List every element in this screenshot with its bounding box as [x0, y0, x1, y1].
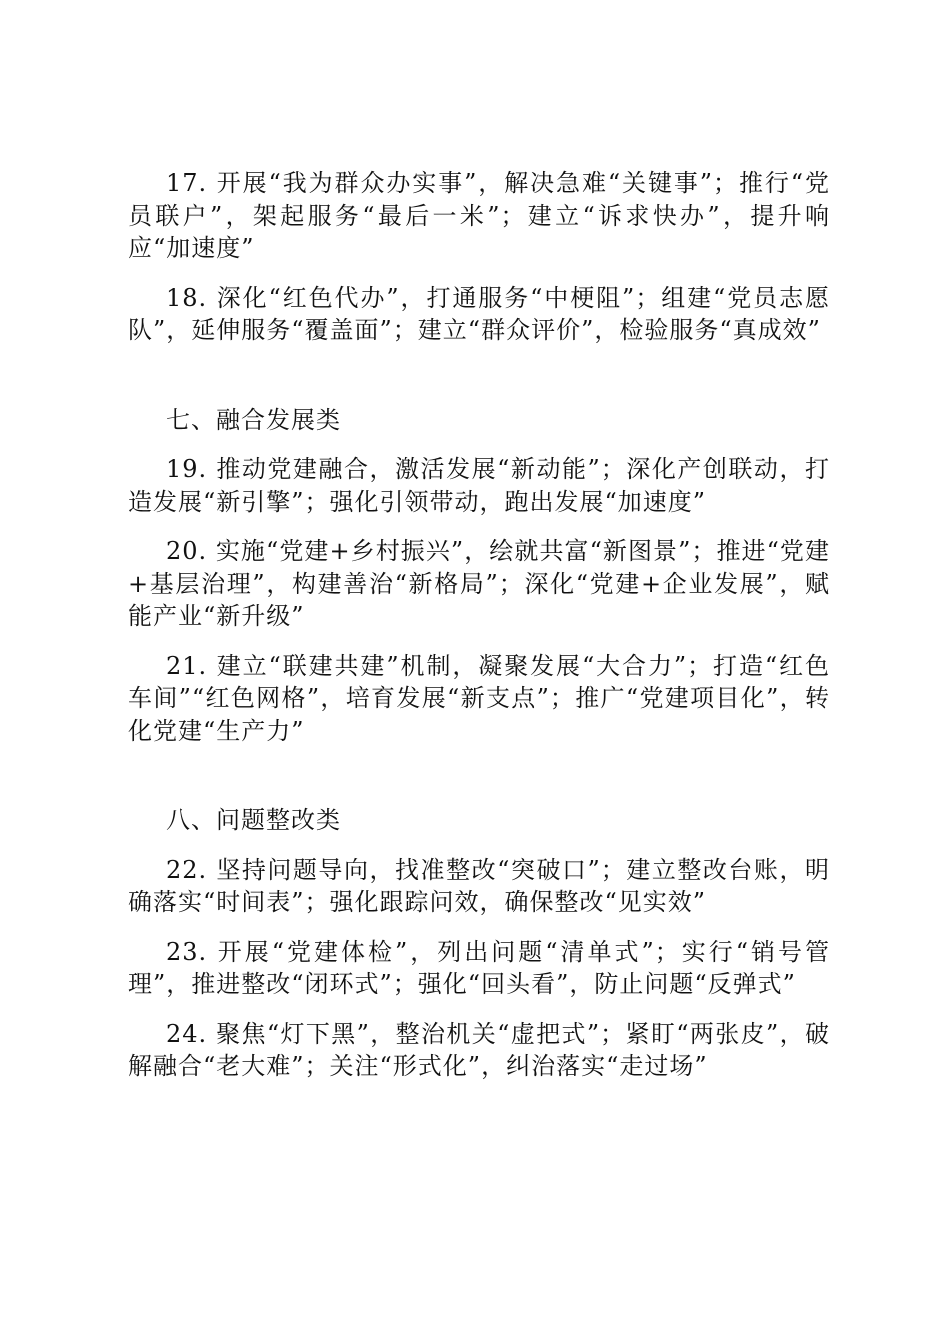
item-17: 17. 开展“我为群众办实事”，解决急难“关键事”；推行“党员联户”，架起服务“最后一米”；建立“诉求快办”，提升响应“加速度”: [128, 169, 830, 262]
item-23: 23. 开展“党建体检”，列出问题“清单式”；实行“销号管理”，推进整改“闭环式”；强化“回头看”，防止问题“反弹式”: [128, 937, 830, 998]
item-18: 18. 深化“红色代办”，打通服务“中梗阻”；组建“党员志愿队”，延伸服务“覆盖面”；建立“群众评价”，检验服务“真成效”: [128, 283, 830, 344]
section-7-title: 七、融合发展类: [166, 405, 341, 434]
section-spacer: [128, 364, 830, 404]
item-22: 22. 坚持问题导向，找准整改“突破口”；建立整改台账，明确落实“时间表”；强化跟踪问效，确保整改“见实效”: [128, 855, 830, 916]
document-body: [128, 167, 830, 1100]
item-19: 19. 推动党建融合，激活发展“新动能”；深化产创联动，打造发展“新引擎”；强化引领带动，跑出发展“加速度”: [128, 455, 830, 516]
item-21: 21. 建立“联建共建”机制，凝聚发展“大合力”；打造“红色车间”“红色网格”，培育发展“新支点”；推广“党建项目化”，转化党建“生产力”: [128, 651, 830, 745]
item-24: 24. 聚焦“灯下黑”，整治机关“虚把式”；紧盯“两张皮”，破解融合“老大难”；关注“形式化”，纠治落实“走过场”: [128, 1019, 830, 1080]
section-8-title: 八、问题整改类: [166, 806, 341, 834]
section-spacer: [128, 764, 830, 804]
item-20: 20. 实施“党建+乡村振兴”，绘就共富“新图景”；推进“党建+基层治理”，构建善治“新格局”；深化“党建+企业发展”，赋能产业“新升级”: [128, 537, 830, 630]
